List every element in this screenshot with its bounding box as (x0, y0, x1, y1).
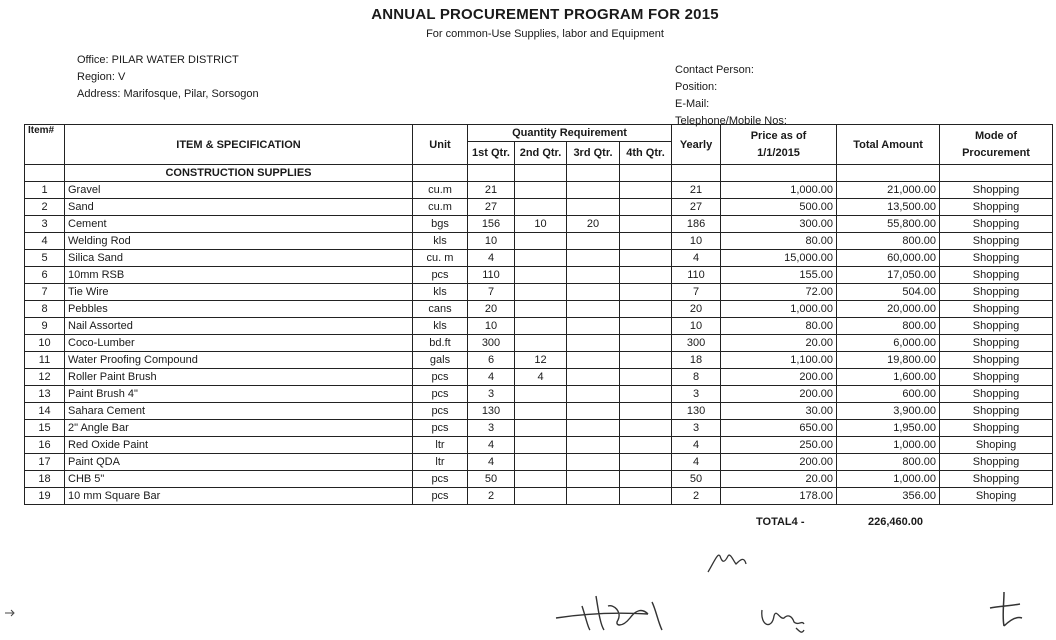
cell-mode: Shopping (940, 403, 1053, 420)
cell-yearly: 21 (672, 182, 721, 199)
cell-q2 (515, 488, 567, 505)
cell-unit: pcs (413, 420, 468, 437)
region: Region: V (77, 71, 126, 83)
table-row (25, 233, 1053, 250)
cell-yearly: 4 (672, 250, 721, 267)
cell-yearly: 27 (672, 199, 721, 216)
cell-unit: bgs (413, 216, 468, 233)
office-info-block (77, 52, 259, 103)
cell-total: 6,000.00 (837, 335, 940, 352)
cell-yearly: 300 (672, 335, 721, 352)
col-header-unit: Unit (413, 125, 468, 165)
cell-no: 18 (25, 471, 65, 488)
cell-no: 3 (25, 216, 65, 233)
cell-q1: 27 (468, 199, 515, 216)
cell-yearly: 2 (672, 488, 721, 505)
cell-no: 11 (25, 352, 65, 369)
cell-no: 17 (25, 454, 65, 471)
cell-item: Tie Wire (65, 284, 413, 301)
cell-q1: 10 (468, 233, 515, 250)
cell-q1: 3 (468, 386, 515, 403)
table-row (25, 199, 1053, 216)
table-row (25, 182, 1053, 199)
cell-q2 (515, 318, 567, 335)
cell-mode: Shopping (940, 335, 1053, 352)
cell-unit: kls (413, 318, 468, 335)
cell-yearly: 8 (672, 369, 721, 386)
cell-q2 (515, 471, 567, 488)
cell-no: 10 (25, 335, 65, 352)
col-header-price (721, 125, 837, 165)
cell-item: 2" Angle Bar (65, 420, 413, 437)
col-header-q2: 2nd Qtr. (515, 142, 567, 165)
table-row (25, 318, 1053, 335)
table-row (25, 335, 1053, 352)
cell-q4 (620, 182, 672, 199)
cell-q1: 4 (468, 454, 515, 471)
cell-price: 500.00 (721, 199, 837, 216)
section-label: CONSTRUCTION SUPPLIES (65, 165, 413, 182)
cell-item: Welding Rod (65, 233, 413, 250)
cell-price: 1,000.00 (721, 301, 837, 318)
cell-item: Cement (65, 216, 413, 233)
cell-q4 (620, 216, 672, 233)
cell-q2: 12 (515, 352, 567, 369)
cell-total: 800.00 (837, 318, 940, 335)
cell-q4 (620, 386, 672, 403)
cell-yearly: 4 (672, 454, 721, 471)
cell-unit: cans (413, 301, 468, 318)
cell-q3 (567, 386, 620, 403)
cell-q3 (567, 233, 620, 250)
cell-yearly: 4 (672, 437, 721, 454)
cell-unit: cu.m (413, 199, 468, 216)
cell-item: Sahara Cement (65, 403, 413, 420)
cell-price: 155.00 (721, 267, 837, 284)
cell-item: CHB 5" (65, 471, 413, 488)
col-header-item-spec: ITEM & SPECIFICATION (65, 125, 413, 165)
cell-q2 (515, 454, 567, 471)
cell-q3 (567, 284, 620, 301)
cell-item: Coco-Lumber (65, 335, 413, 352)
cell-price: 178.00 (721, 488, 837, 505)
cell-yearly: 7 (672, 284, 721, 301)
document-title: ANNUAL PROCUREMENT PROGRAM FOR 2015 (371, 6, 719, 23)
cell-mode: Shopping (940, 182, 1053, 199)
cell-q1: 4 (468, 369, 515, 386)
table-row (25, 420, 1053, 437)
cell-mode: Shopping (940, 216, 1053, 233)
cell-unit: pcs (413, 488, 468, 505)
cell-q4 (620, 284, 672, 301)
cell-q2: 4 (515, 369, 567, 386)
cell-q4 (620, 471, 672, 488)
cell-no: 2 (25, 199, 65, 216)
cell-yearly: 3 (672, 386, 721, 403)
cell-price: 200.00 (721, 369, 837, 386)
cell-yearly: 186 (672, 216, 721, 233)
cell-price: 250.00 (721, 437, 837, 454)
table-row (25, 386, 1053, 403)
cell-mode: Shopping (940, 386, 1053, 403)
cell-unit: pcs (413, 386, 468, 403)
cell-price: 1,100.00 (721, 352, 837, 369)
cell-mode: Shopping (940, 471, 1053, 488)
cell-item: Red Oxide Paint (65, 437, 413, 454)
price-header-line1: Price as of (750, 129, 807, 142)
table-body (25, 182, 1053, 505)
cell-q3 (567, 420, 620, 437)
cell-q1: 4 (468, 437, 515, 454)
cell-q3 (567, 437, 620, 454)
cell-q1: 110 (468, 267, 515, 284)
cell-unit: pcs (413, 403, 468, 420)
cell-q4 (620, 369, 672, 386)
cell-q3 (567, 403, 620, 420)
cell-q1: 3 (468, 420, 515, 437)
table-row (25, 352, 1053, 369)
cell-mode: Shopping (940, 233, 1053, 250)
cell-q1: 20 (468, 301, 515, 318)
cell-q2 (515, 403, 567, 420)
col-header-quantity-requirement: Quantity Requirement (468, 125, 672, 142)
cell-q1: 10 (468, 318, 515, 335)
cell-unit: ltr (413, 437, 468, 454)
handwritten-signature-2 (756, 590, 816, 635)
cell-q4 (620, 403, 672, 420)
handwritten-initial-mark (982, 586, 1032, 636)
col-header-q4: 4th Qtr. (620, 142, 672, 165)
cell-total: 20,000.00 (837, 301, 940, 318)
cell-q3 (567, 267, 620, 284)
table-row (25, 216, 1053, 233)
col-header-q1: 1st Qtr. (468, 142, 515, 165)
cell-q2 (515, 250, 567, 267)
cell-price: 1,000.00 (721, 182, 837, 199)
cell-q4 (620, 335, 672, 352)
cell-no: 15 (25, 420, 65, 437)
cell-q4 (620, 199, 672, 216)
col-header-yearly: Yearly (672, 125, 721, 165)
cell-price: 650.00 (721, 420, 837, 437)
cell-yearly: 18 (672, 352, 721, 369)
table-row (25, 369, 1053, 386)
cell-item: Water Proofing Compound (65, 352, 413, 369)
cell-price: 200.00 (721, 454, 837, 471)
col-header-q3: 3rd Qtr. (567, 142, 620, 165)
cell-q3 (567, 352, 620, 369)
cell-item: Silica Sand (65, 250, 413, 267)
cell-price: 80.00 (721, 318, 837, 335)
cell-price: 72.00 (721, 284, 837, 301)
cell-price: 20.00 (721, 335, 837, 352)
cell-no: 6 (25, 267, 65, 284)
cell-yearly: 3 (672, 420, 721, 437)
contact-person-label: Contact Person: (675, 64, 754, 76)
cell-q2 (515, 386, 567, 403)
table-row (25, 250, 1053, 267)
cell-yearly: 10 (672, 318, 721, 335)
cell-yearly: 110 (672, 267, 721, 284)
cell-q2 (515, 267, 567, 284)
cell-yearly: 130 (672, 403, 721, 420)
cell-no: 4 (25, 233, 65, 250)
cell-unit: pcs (413, 471, 468, 488)
contact-info-block (675, 62, 787, 130)
cell-q3 (567, 471, 620, 488)
cell-mode: Shopping (940, 352, 1053, 369)
cell-unit: cu.m (413, 182, 468, 199)
cell-mode: Shopping (940, 318, 1053, 335)
col-header-item-no: Item# (25, 125, 65, 165)
cell-q1: 2 (468, 488, 515, 505)
section-row (25, 165, 1053, 182)
cell-q1: 300 (468, 335, 515, 352)
total-value: 226,460.00 (868, 516, 924, 528)
cell-yearly: 20 (672, 301, 721, 318)
cell-mode: Shoping (940, 437, 1053, 454)
handwritten-initials (700, 542, 760, 582)
office-name: Office: PILAR WATER DISTRICT (77, 54, 239, 66)
cell-q1: 156 (468, 216, 515, 233)
table-row (25, 437, 1053, 454)
cell-item: Nail Assorted (65, 318, 413, 335)
cell-q4 (620, 454, 672, 471)
cell-unit: kls (413, 284, 468, 301)
table-row (25, 471, 1053, 488)
cell-q1: 130 (468, 403, 515, 420)
cell-price: 300.00 (721, 216, 837, 233)
table-row (25, 284, 1053, 301)
cell-item: Gravel (65, 182, 413, 199)
cell-no: 12 (25, 369, 65, 386)
cell-total: 504.00 (837, 284, 940, 301)
cell-total: 19,800.00 (837, 352, 940, 369)
total-label: TOTAL4 - (756, 516, 805, 528)
cell-q2 (515, 301, 567, 318)
cell-mode: Shoping (940, 488, 1053, 505)
cell-q1: 50 (468, 471, 515, 488)
cell-q2 (515, 335, 567, 352)
cell-no: 5 (25, 250, 65, 267)
cell-q2 (515, 437, 567, 454)
phone-label: Telephone/Mobile Nos: (675, 115, 787, 127)
cell-item: 10 mm Square Bar (65, 488, 413, 505)
cell-mode: Shopping (940, 284, 1053, 301)
table-row (25, 488, 1053, 505)
cell-q3 (567, 454, 620, 471)
mode-header-line1: Mode of (974, 129, 1018, 142)
cell-no: 19 (25, 488, 65, 505)
mode-header-line2: Procurement (962, 146, 1030, 159)
cell-q3 (567, 182, 620, 199)
cell-no: 9 (25, 318, 65, 335)
cell-total: 55,800.00 (837, 216, 940, 233)
cell-q3 (567, 369, 620, 386)
cell-item: Pebbles (65, 301, 413, 318)
cell-item: Paint QDA (65, 454, 413, 471)
document-subtitle: For common-Use Supplies, labor and Equipment (426, 28, 664, 40)
cell-unit: gals (413, 352, 468, 369)
cell-total: 21,000.00 (837, 182, 940, 199)
table-row (25, 403, 1053, 420)
cell-total: 3,900.00 (837, 403, 940, 420)
cell-q4 (620, 233, 672, 250)
cell-no: 13 (25, 386, 65, 403)
cell-mode: Shopping (940, 420, 1053, 437)
cell-q3 (567, 335, 620, 352)
cell-price: 80.00 (721, 233, 837, 250)
cell-no: 1 (25, 182, 65, 199)
email-label: E-Mail: (675, 98, 710, 110)
cell-unit: cu. m (413, 250, 468, 267)
cell-price: 200.00 (721, 386, 837, 403)
cell-yearly: 10 (672, 233, 721, 250)
cell-q3 (567, 318, 620, 335)
cell-q2 (515, 284, 567, 301)
cell-q4 (620, 352, 672, 369)
cell-q3 (567, 199, 620, 216)
cell-q4 (620, 250, 672, 267)
cell-total: 600.00 (837, 386, 940, 403)
cell-no: 8 (25, 301, 65, 318)
cell-price: 30.00 (721, 403, 837, 420)
cell-q3 (567, 301, 620, 318)
cell-total: 356.00 (837, 488, 940, 505)
cell-total: 1,000.00 (837, 437, 940, 454)
cell-q4 (620, 301, 672, 318)
cell-item: Sand (65, 199, 413, 216)
address: Address: Marifosque, Pilar, Sorsogon (77, 88, 259, 100)
cell-total: 1,000.00 (837, 471, 940, 488)
cell-unit: pcs (413, 267, 468, 284)
cell-mode: Shopping (940, 250, 1053, 267)
cell-q3 (567, 488, 620, 505)
cell-mode: Shopping (940, 267, 1053, 284)
cell-item: 10mm RSB (65, 267, 413, 284)
procurement-table (24, 124, 1053, 505)
cell-mode: Shopping (940, 199, 1053, 216)
table-row (25, 301, 1053, 318)
cell-price: 15,000.00 (721, 250, 837, 267)
cell-total: 800.00 (837, 454, 940, 471)
price-header-line2: 1/1/2015 (757, 146, 800, 159)
cell-no: 14 (25, 403, 65, 420)
cell-price: 20.00 (721, 471, 837, 488)
cell-total: 800.00 (837, 233, 940, 250)
edge-scan-mark (4, 608, 18, 618)
cell-mode: Shopping (940, 369, 1053, 386)
cell-q2 (515, 199, 567, 216)
col-header-total-amount: Total Amount (837, 125, 940, 165)
cell-q1: 4 (468, 250, 515, 267)
handwritten-signature-1 (552, 588, 682, 638)
cell-q2 (515, 233, 567, 250)
cell-mode: Shopping (940, 454, 1053, 471)
table-row (25, 267, 1053, 284)
cell-q4 (620, 437, 672, 454)
cell-yearly: 50 (672, 471, 721, 488)
cell-total: 13,500.00 (837, 199, 940, 216)
cell-total: 1,950.00 (837, 420, 940, 437)
cell-q1: 7 (468, 284, 515, 301)
cell-no: 7 (25, 284, 65, 301)
cell-unit: kls (413, 233, 468, 250)
cell-q3 (567, 250, 620, 267)
position-label: Position: (675, 81, 718, 93)
cell-q1: 6 (468, 352, 515, 369)
cell-unit: ltr (413, 454, 468, 471)
cell-q4 (620, 420, 672, 437)
cell-q2: 10 (515, 216, 567, 233)
cell-unit: pcs (413, 369, 468, 386)
cell-q1: 21 (468, 182, 515, 199)
cell-q2 (515, 182, 567, 199)
cell-q4 (620, 267, 672, 284)
cell-no: 16 (25, 437, 65, 454)
cell-total: 60,000.00 (837, 250, 940, 267)
table-row (25, 454, 1053, 471)
cell-total: 17,050.00 (837, 267, 940, 284)
cell-item: Roller Paint Brush (65, 369, 413, 386)
cell-q2 (515, 420, 567, 437)
cell-unit: bd.ft (413, 335, 468, 352)
col-header-mode (940, 125, 1053, 165)
cell-total: 1,600.00 (837, 369, 940, 386)
cell-q3: 20 (567, 216, 620, 233)
cell-mode: Shopping (940, 301, 1053, 318)
cell-item: Paint Brush 4" (65, 386, 413, 403)
cell-q4 (620, 318, 672, 335)
cell-q4 (620, 488, 672, 505)
table-header-row (25, 125, 1053, 142)
